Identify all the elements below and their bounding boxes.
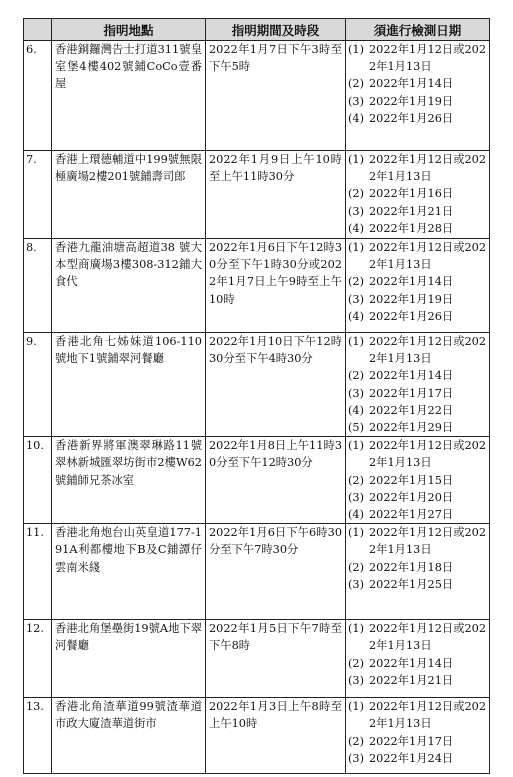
test-date-text: 2022年1月19日 [369, 292, 454, 306]
specified-period: 2022年1月9日上午10時至上午11時30分 [206, 151, 346, 239]
table-row [24, 698, 490, 774]
test-date-text: 2022年1月14日 [369, 369, 454, 383]
test-dates [346, 620, 490, 698]
test-date-item [348, 273, 487, 290]
test-date-text: 2022年1月17日 [369, 734, 454, 748]
table-body [24, 41, 490, 774]
test-date-number: (2) [348, 275, 365, 289]
test-date-number: (4) [348, 403, 365, 417]
test-date-number: (3) [348, 94, 365, 108]
test-date-item [348, 472, 487, 489]
test-date-text: 2022年1月14日 [369, 656, 454, 670]
specified-period: 2022年1月10日下午12時30分至下午4時30分 [206, 333, 346, 437]
table-row [24, 524, 490, 620]
test-dates [346, 333, 490, 437]
test-date-number: (1) [348, 153, 365, 166]
test-dates [346, 151, 490, 239]
test-date-text: 2022年1月12日或2022年1月13日 [369, 526, 487, 557]
specified-location: 香港上環德輔道中199號無限極廣場2樓201號鋪壽司郎 [52, 151, 206, 239]
row-number: 6. [24, 41, 52, 151]
specified-period: 2022年1月7日下午3時至下午5時 [206, 41, 346, 151]
specified-location: 香港北角七姊妹道106-110號地下1號鋪翠河餐廳 [52, 333, 206, 437]
test-date-item [348, 672, 487, 689]
test-date-number: (2) [348, 560, 365, 574]
table-row [24, 239, 490, 333]
test-date-item [348, 185, 487, 202]
test-date-item [348, 308, 487, 325]
test-date-item [348, 291, 487, 308]
test-date-item [348, 385, 487, 402]
test-date-number: (3) [348, 490, 365, 504]
specified-period: 2022年1月6日下午12時30分至下午1時30分或2022年1月7日上午9時至上午10時 [206, 239, 346, 333]
test-date-text: 2022年1月12日或2022年1月13日 [369, 241, 487, 272]
test-date-number: (2) [348, 187, 365, 201]
header-period: 指明期間及時段 [206, 19, 346, 41]
test-date-number: (2) [348, 656, 365, 670]
table-header-row [24, 19, 490, 41]
table-row [24, 620, 490, 698]
test-date-text: 2022年1月21日 [369, 673, 454, 687]
specified-location: 香港北角炮台山英皇道177-191A利都樓地下B及C鋪譚仔雲南米綫 [52, 524, 206, 620]
test-date-number: (1) [348, 439, 365, 453]
test-date-number: (1) [348, 700, 365, 714]
row-number: 13. [24, 698, 52, 774]
test-date-number: (4) [348, 508, 365, 522]
test-date-text: 2022年1月14日 [369, 275, 454, 289]
test-date-text: 2022年1月28日 [369, 221, 454, 235]
test-date-item [348, 489, 487, 506]
specified-period: 2022年1月5日下午7時至下午8時 [206, 620, 346, 698]
row-number: 11. [24, 524, 52, 620]
test-date-text: 2022年1月29日 [369, 421, 454, 435]
test-date-item [348, 559, 487, 576]
test-date-number: (3) [348, 292, 365, 306]
test-date-item [348, 655, 487, 672]
specified-period: 2022年1月8日上午11時30分至下午12時30分 [206, 437, 346, 524]
test-date-text: 2022年1月12日或2022年1月13日 [369, 153, 487, 184]
test-date-number: (2) [348, 77, 365, 91]
specified-location: 香港銅鑼灣告士打道311號皇室堡4樓402號鋪CoCo壹番屋 [52, 41, 206, 151]
test-date-text: 2022年1月20日 [369, 490, 454, 504]
row-number: 9. [24, 333, 52, 437]
test-date-number: (2) [348, 734, 365, 748]
test-date-item [348, 151, 487, 185]
test-date-text: 2022年1月15日 [369, 473, 454, 487]
test-dates [346, 41, 490, 151]
test-date-item [348, 620, 487, 654]
test-date-text: 2022年1月16日 [369, 187, 454, 201]
test-date-text: 2022年1月21日 [369, 204, 454, 218]
test-date-item [348, 110, 487, 127]
test-date-number: (5) [348, 421, 365, 435]
test-date-number: (2) [348, 473, 365, 487]
test-date-item [348, 333, 487, 367]
test-date-item [348, 437, 487, 471]
test-date-item [348, 220, 487, 237]
test-date-text: 2022年1月12日或2022年1月13日 [369, 622, 487, 653]
row-number: 8. [24, 239, 52, 333]
test-date-number: (1) [348, 526, 365, 540]
test-date-item [348, 698, 487, 732]
test-date-number: (1) [348, 241, 365, 254]
test-date-number: (3) [348, 577, 365, 591]
test-date-number: (3) [348, 673, 365, 687]
test-date-item [348, 367, 487, 384]
test-dates [346, 437, 490, 524]
test-date-number: (4) [348, 221, 365, 235]
test-date-item [348, 576, 487, 593]
test-date-number: (1) [348, 335, 365, 348]
test-date-text: 2022年1月27日 [369, 508, 454, 522]
test-date-number: (4) [348, 309, 365, 323]
row-number: 10. [24, 437, 52, 524]
test-date-item [348, 733, 487, 750]
specified-location: 香港北角堡壘街19號A地下翠河餐廳 [52, 620, 206, 698]
header-number [24, 19, 52, 41]
test-date-text: 2022年1月12日或2022年1月13日 [369, 700, 487, 731]
test-dates [346, 698, 490, 774]
table-row [24, 437, 490, 524]
row-number: 7. [24, 151, 52, 239]
test-date-number: (1) [348, 622, 365, 636]
test-date-text: 2022年1月26日 [369, 111, 454, 125]
specified-location: 香港九龍油塘高超道38 號大本型商廣場3樓308-312鋪大食代 [52, 239, 206, 333]
test-date-item [348, 239, 487, 273]
test-date-item [348, 41, 487, 75]
test-date-item [348, 419, 487, 436]
test-date-text: 2022年1月22日 [369, 403, 454, 417]
table-row [24, 333, 490, 437]
test-date-item [348, 75, 487, 92]
specified-period: 2022年1月6日下午6時30分至下午7時30分 [206, 524, 346, 620]
test-date-item [348, 402, 487, 419]
test-date-number: (2) [348, 369, 365, 383]
test-date-item [348, 203, 487, 220]
header-test-dates: 須進行檢測日期 [346, 19, 490, 41]
test-date-text: 2022年1月26日 [369, 309, 454, 323]
test-date-text: 2022年1月18日 [369, 560, 454, 574]
test-date-text: 2022年1月17日 [369, 386, 454, 400]
test-date-number: (1) [348, 43, 365, 56]
test-date-number: (3) [348, 386, 365, 400]
test-date-text: 2022年1月24日 [369, 751, 454, 765]
specified-location: 香港北角渣華道99號渣華道市政大廈渣華道街市 [52, 698, 206, 774]
test-date-item [348, 93, 487, 110]
test-date-item [348, 524, 487, 558]
test-date-text: 2022年1月19日 [369, 94, 454, 108]
header-location: 指明地點 [52, 19, 206, 41]
test-dates [346, 239, 490, 333]
test-date-text: 2022年1月12日或2022年1月13日 [369, 439, 487, 470]
table-row [24, 41, 490, 151]
test-date-number: (4) [348, 111, 365, 125]
test-date-text: 2022年1月14日 [369, 77, 454, 91]
test-date-number: (3) [348, 751, 365, 765]
specified-period: 2022年1月3日上午8時至上午10時 [206, 698, 346, 774]
test-date-item [348, 506, 487, 523]
row-number: 12. [24, 620, 52, 698]
specified-premises-table [23, 18, 490, 774]
test-date-text: 2022年1月25日 [369, 577, 454, 591]
table-row [24, 151, 490, 239]
test-date-text: 2022年1月12日或2022年1月13日 [369, 43, 487, 74]
notice-table-container [23, 18, 489, 774]
specified-location: 香港新界將軍澳翠琳路11號翠林新城匯翠坊街市2樓W62號鋪師兄茶冰室 [52, 437, 206, 524]
test-date-number: (3) [348, 204, 365, 218]
test-date-item [348, 750, 487, 767]
test-date-text: 2022年1月12日或2022年1月13日 [369, 335, 487, 366]
test-dates [346, 524, 490, 620]
